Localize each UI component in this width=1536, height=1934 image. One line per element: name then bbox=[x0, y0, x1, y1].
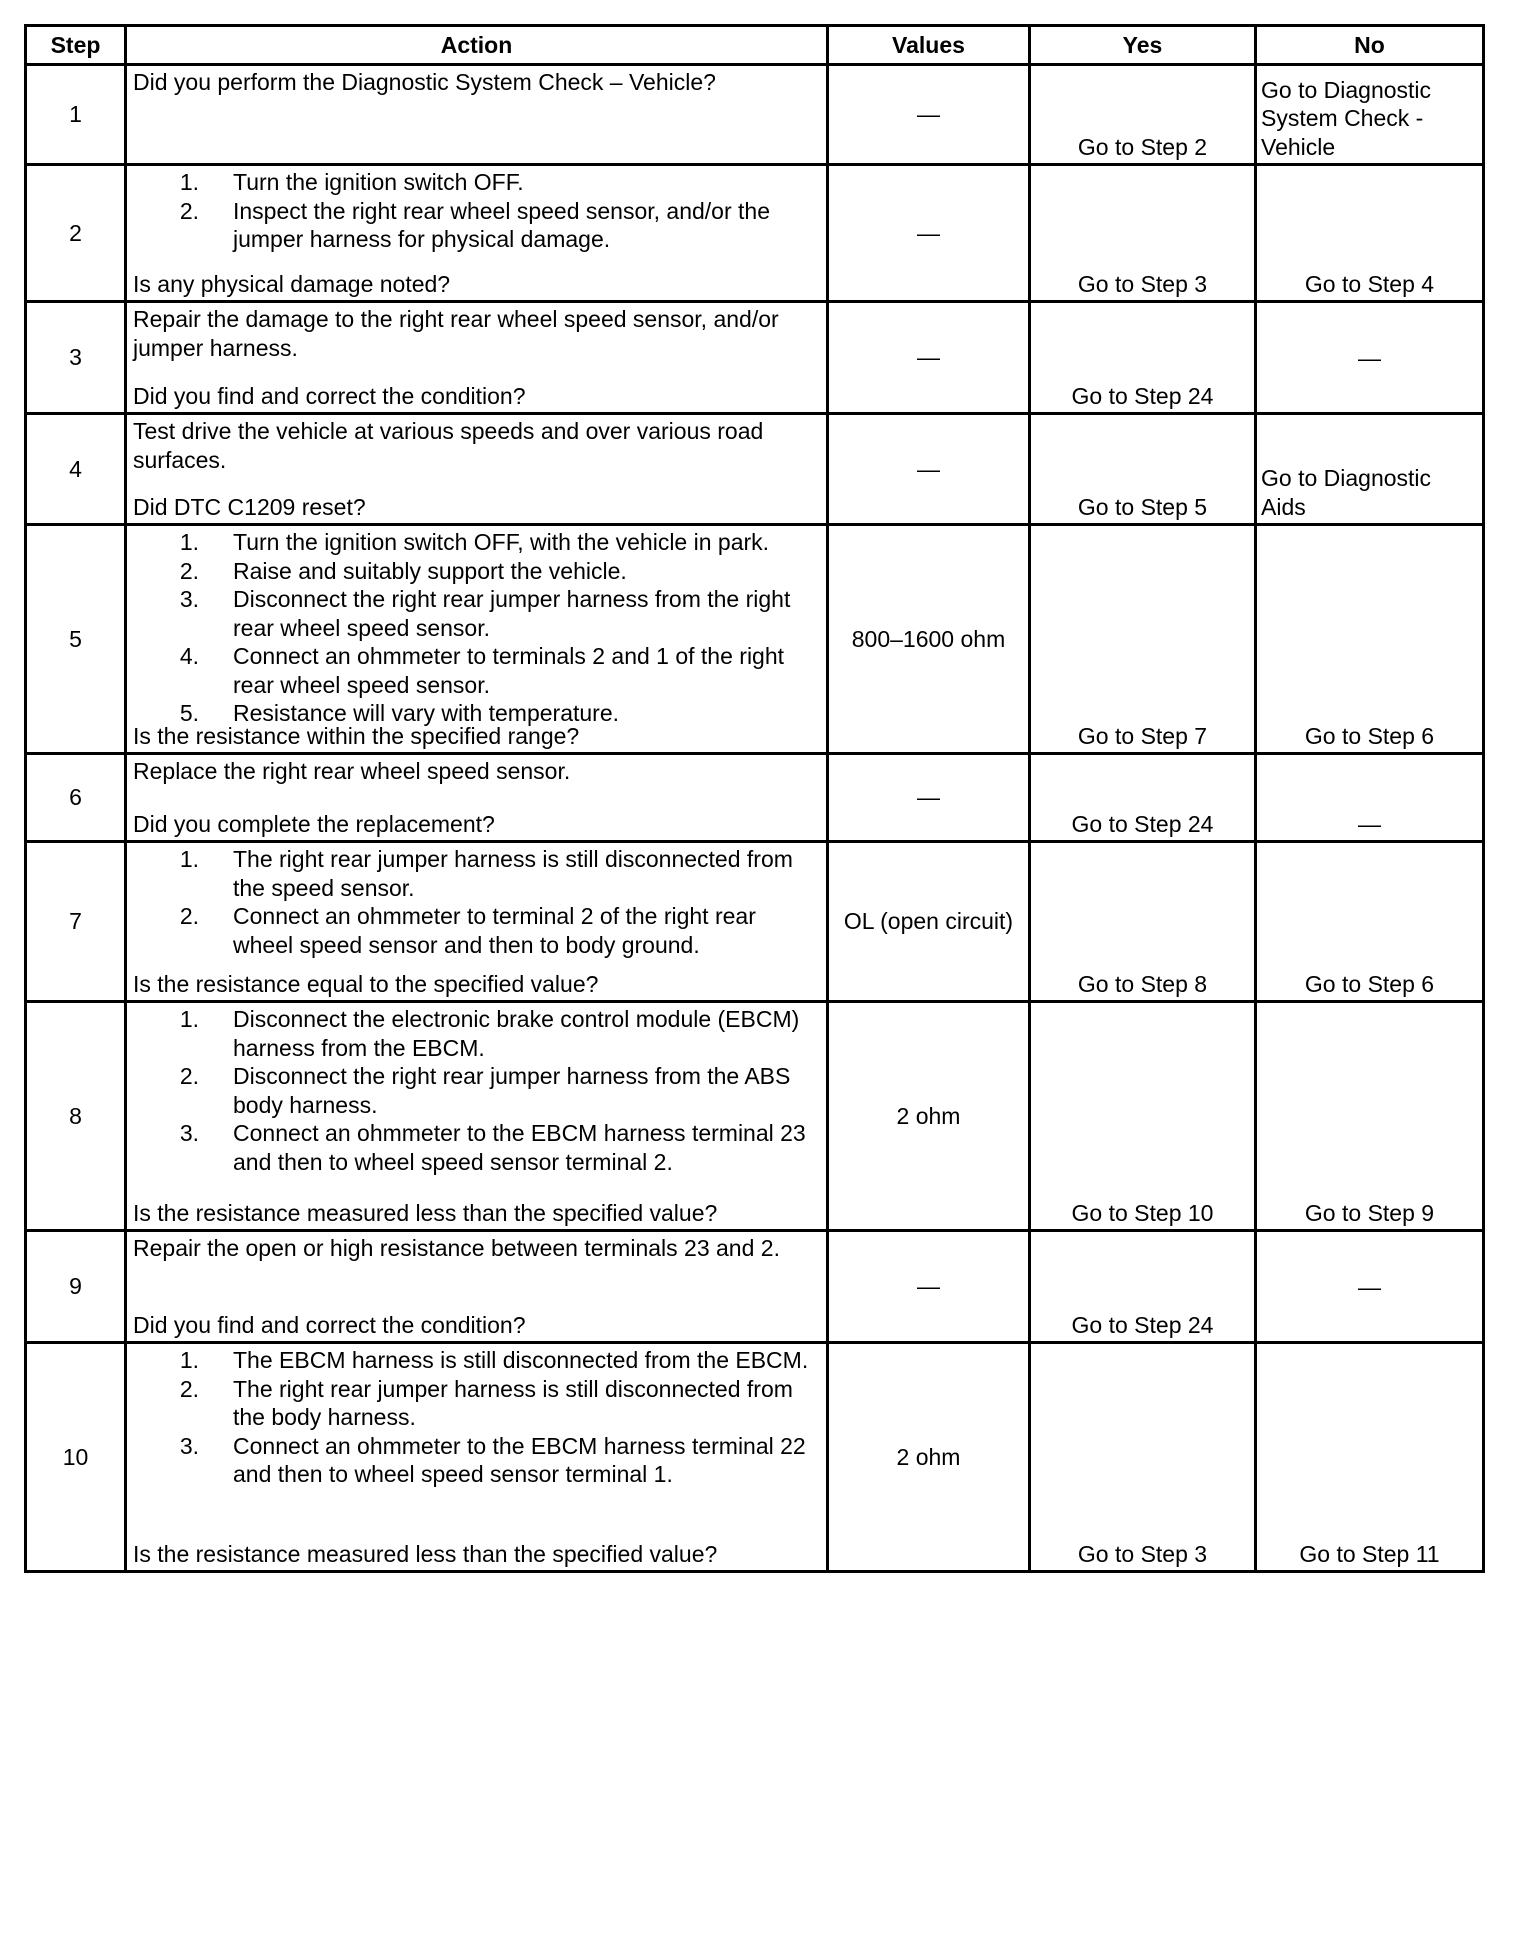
action-steps-list bbox=[133, 1346, 822, 1489]
list-item bbox=[133, 1346, 822, 1375]
list-item-number: 1. bbox=[179, 1006, 199, 1032]
values-cell: 800–1600 ohm bbox=[828, 525, 1030, 754]
list-item bbox=[133, 197, 822, 254]
yes-cell bbox=[1030, 302, 1256, 414]
step-number: 9 bbox=[26, 1231, 126, 1343]
yes-link-text: Go to Step 2 bbox=[1077, 133, 1208, 160]
no-link-text: Go to Diagnostic System Check - Vehicle bbox=[1261, 76, 1432, 160]
list-item-text: The EBCM harness is still disconnected from the EBCM. bbox=[233, 1347, 809, 1373]
action-cell bbox=[126, 302, 828, 414]
action-question: Did DTC C1209 reset? bbox=[133, 493, 366, 520]
yes-cell bbox=[1030, 1343, 1256, 1572]
list-item-number: 1. bbox=[179, 169, 199, 195]
action-question: Is any physical damage noted? bbox=[133, 270, 451, 297]
action-intro: Did you perform the Diagnostic System Check – Vehicle? bbox=[133, 69, 716, 95]
step-number: 1 bbox=[26, 65, 126, 165]
no-link-text: — bbox=[1358, 1273, 1381, 1300]
list-item-number: 1. bbox=[179, 529, 199, 555]
list-item-number: 1. bbox=[179, 1347, 199, 1373]
table-body bbox=[26, 65, 1484, 1572]
list-item bbox=[133, 902, 822, 959]
table-row bbox=[26, 842, 1484, 1002]
yes-cell bbox=[1030, 842, 1256, 1002]
no-cell bbox=[1256, 1343, 1484, 1572]
no-link-text: — bbox=[1358, 810, 1381, 837]
yes-cell bbox=[1030, 65, 1256, 165]
no-link-text: Go to Step 4 bbox=[1304, 270, 1435, 297]
list-item-text: Connect an ohmmeter to the EBCM harness terminal 22 and then to wheel speed sensor terminal 1. bbox=[233, 1432, 806, 1487]
header-action: Action bbox=[126, 26, 828, 65]
no-link-text: Go to Diagnostic Aids bbox=[1261, 465, 1432, 520]
yes-cell bbox=[1030, 165, 1256, 302]
list-item bbox=[133, 1119, 822, 1176]
step-number: 2 bbox=[26, 165, 126, 302]
action-question: Did you find and correct the condition? bbox=[133, 382, 526, 409]
table-row bbox=[26, 754, 1484, 842]
no-link-text: Go to Step 6 bbox=[1304, 970, 1435, 997]
no-cell bbox=[1256, 1002, 1484, 1231]
values-cell: OL (open circuit) bbox=[828, 842, 1030, 1002]
list-item-text: Raise and suitably support the vehicle. bbox=[233, 557, 627, 584]
table-row bbox=[26, 302, 1484, 414]
action-question: Is the resistance equal to the specified value? bbox=[133, 970, 599, 997]
action-cell bbox=[126, 754, 828, 842]
list-item-text: Disconnect the right rear jumper harness from the ABS body harness. bbox=[233, 1063, 791, 1118]
action-question: Is the resistance measured less than the specified value? bbox=[133, 1540, 718, 1567]
list-item-text: Connect an ohmmeter to the EBCM harness terminal 23 and then to wheel speed sensor terminal 2. bbox=[233, 1120, 806, 1175]
action-cell bbox=[126, 165, 828, 302]
list-item-number: 3. bbox=[179, 1120, 199, 1146]
yes-link-text: Go to Step 8 bbox=[1077, 970, 1208, 997]
no-cell bbox=[1256, 1231, 1484, 1343]
values-cell: — bbox=[828, 165, 1030, 302]
no-cell bbox=[1256, 302, 1484, 414]
step-number: 4 bbox=[26, 414, 126, 525]
no-cell bbox=[1256, 754, 1484, 842]
yes-cell bbox=[1030, 414, 1256, 525]
action-cell bbox=[126, 1231, 828, 1343]
list-item-text: The right rear jumper harness is still disconnected from the speed sensor. bbox=[233, 846, 793, 901]
table-row bbox=[26, 65, 1484, 165]
list-item-text: Disconnect the electronic brake control module (EBCM) harness from the EBCM. bbox=[233, 1006, 800, 1061]
no-cell bbox=[1256, 414, 1484, 525]
action-cell bbox=[126, 414, 828, 525]
action-cell bbox=[126, 842, 828, 1002]
list-item bbox=[133, 642, 822, 699]
table-row bbox=[26, 1002, 1484, 1231]
no-link-text: Go to Step 6 bbox=[1304, 722, 1435, 749]
action-intro: Test drive the vehicle at various speeds and over various road surfaces. bbox=[133, 418, 764, 473]
header-row bbox=[26, 26, 1484, 65]
action-steps-list bbox=[133, 845, 822, 959]
header-yes: Yes bbox=[1030, 26, 1256, 65]
list-item-text: Turn the ignition switch OFF, with the vehicle in park. bbox=[233, 529, 770, 555]
step-number: 3 bbox=[26, 302, 126, 414]
no-link-text: — bbox=[1358, 344, 1381, 371]
list-item bbox=[133, 1062, 822, 1119]
list-item bbox=[133, 585, 822, 642]
list-item-number: 3. bbox=[179, 1432, 199, 1459]
yes-cell bbox=[1030, 1002, 1256, 1231]
values-cell: — bbox=[828, 1231, 1030, 1343]
step-number: 8 bbox=[26, 1002, 126, 1231]
list-item-text: Turn the ignition switch OFF. bbox=[233, 169, 524, 195]
list-item bbox=[133, 845, 822, 902]
action-question: Is the resistance measured less than the specified value? bbox=[133, 1199, 718, 1226]
header-step: Step bbox=[26, 26, 126, 65]
list-item-number: 2. bbox=[179, 1375, 199, 1402]
list-item-number: 1. bbox=[179, 846, 199, 872]
yes-link-text: Go to Step 10 bbox=[1071, 1199, 1214, 1226]
action-question: Did you find and correct the condition? bbox=[133, 1311, 526, 1338]
values-cell: — bbox=[828, 302, 1030, 414]
list-item bbox=[133, 1432, 822, 1489]
yes-link-text: Go to Step 5 bbox=[1077, 493, 1208, 520]
action-steps-list bbox=[133, 168, 822, 254]
values-cell: 2 ohm bbox=[828, 1002, 1030, 1231]
list-item-text: Connect an ohmmeter to terminal 2 of the right rear wheel speed sensor and then to body ground. bbox=[233, 903, 756, 958]
list-item bbox=[133, 1005, 822, 1062]
action-intro: Repair the damage to the right rear wheel speed sensor, and/or jumper harness. bbox=[133, 306, 779, 361]
list-item-number: 4. bbox=[179, 643, 199, 669]
yes-link-text: Go to Step 24 bbox=[1071, 810, 1214, 837]
yes-link-text: Go to Step 24 bbox=[1071, 1311, 1214, 1338]
action-cell bbox=[126, 525, 828, 754]
yes-cell bbox=[1030, 1231, 1256, 1343]
table-row bbox=[26, 1343, 1484, 1572]
values-cell: — bbox=[828, 414, 1030, 525]
no-cell bbox=[1256, 165, 1484, 302]
list-item-number: 3. bbox=[179, 586, 199, 612]
action-question: Is the resistance within the specified range? bbox=[133, 722, 580, 749]
action-intro: Replace the right rear wheel speed sensor. bbox=[133, 758, 571, 784]
action-cell bbox=[126, 65, 828, 165]
no-link-text: Go to Step 9 bbox=[1304, 1199, 1435, 1226]
list-item-number: 2. bbox=[179, 1063, 199, 1089]
yes-cell bbox=[1030, 754, 1256, 842]
no-cell bbox=[1256, 842, 1484, 1002]
list-item bbox=[133, 557, 822, 586]
no-cell bbox=[1256, 65, 1484, 165]
table-row bbox=[26, 165, 1484, 302]
list-item-text: Connect an ohmmeter to terminals 2 and 1 of the right rear wheel speed sensor. bbox=[233, 643, 785, 698]
yes-cell bbox=[1030, 525, 1256, 754]
header-values: Values bbox=[828, 26, 1030, 65]
list-item bbox=[133, 528, 822, 557]
list-item-text: Inspect the right rear wheel speed sensor, and/or the jumper harness for physical damage. bbox=[233, 197, 770, 252]
step-number: 10 bbox=[26, 1343, 126, 1572]
list-item-number: 2. bbox=[179, 903, 199, 929]
table-row bbox=[26, 1231, 1484, 1343]
diagnostic-table bbox=[24, 24, 1485, 1573]
no-link-text: Go to Step 11 bbox=[1299, 1540, 1440, 1567]
step-number: 5 bbox=[26, 525, 126, 754]
yes-link-text: Go to Step 24 bbox=[1071, 382, 1214, 409]
action-cell bbox=[126, 1002, 828, 1231]
yes-link-text: Go to Step 3 bbox=[1077, 270, 1208, 297]
header-no: No bbox=[1256, 26, 1484, 65]
step-number: 6 bbox=[26, 754, 126, 842]
values-cell: — bbox=[828, 754, 1030, 842]
list-item-text: Resistance will vary with temperature. bbox=[233, 700, 620, 726]
list-item-number: 5. bbox=[179, 700, 199, 726]
yes-link-text: Go to Step 3 bbox=[1077, 1540, 1208, 1567]
values-cell: — bbox=[828, 65, 1030, 165]
table-row bbox=[26, 414, 1484, 525]
list-item-number: 2. bbox=[179, 197, 199, 224]
list-item-text: Disconnect the right rear jumper harness from the right rear wheel speed sensor. bbox=[233, 586, 791, 641]
list-item-text: The right rear jumper harness is still disconnected from the body harness. bbox=[233, 1375, 793, 1430]
list-item-number: 2. bbox=[179, 557, 199, 584]
action-cell bbox=[126, 1343, 828, 1572]
action-steps-list bbox=[133, 1005, 822, 1176]
values-cell: 2 ohm bbox=[828, 1343, 1030, 1572]
action-intro: Repair the open or high resistance between terminals 23 and 2. bbox=[133, 1235, 780, 1261]
no-cell bbox=[1256, 525, 1484, 754]
table-row bbox=[26, 525, 1484, 754]
yes-link-text: Go to Step 7 bbox=[1077, 722, 1208, 749]
list-item bbox=[133, 1375, 822, 1432]
step-number: 7 bbox=[26, 842, 126, 1002]
action-question: Did you complete the replacement? bbox=[133, 810, 495, 837]
action-steps-list bbox=[133, 528, 822, 728]
list-item bbox=[133, 168, 822, 197]
